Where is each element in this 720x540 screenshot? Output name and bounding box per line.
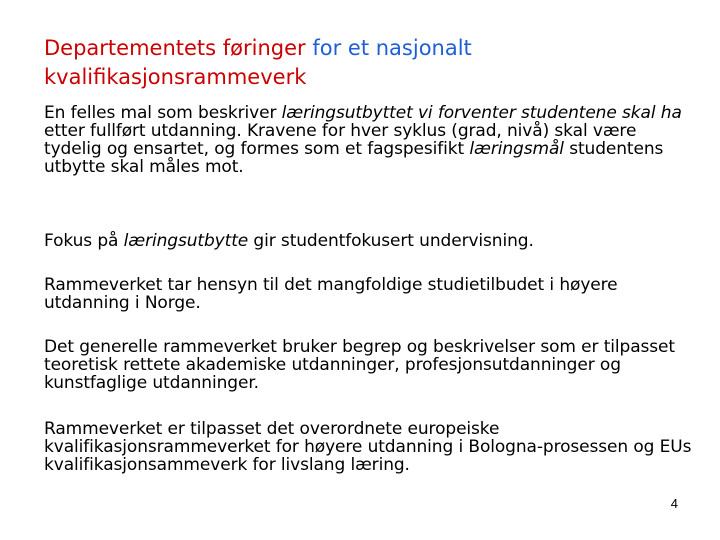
p1-text-c: etter fullført utdanning. Kravene for hver syklus (grad, nivå) skal være tydelig og ensartet, og formes som et fagspesifikt <box>44 121 637 159</box>
p1-emphasis-d: læringsmål <box>469 139 564 159</box>
p2-text-a: Fokus på <box>44 231 124 251</box>
page-number: 4 <box>670 496 678 511</box>
p1-emphasis-b: læringsutbyttet vi forventer studentene skal ha <box>281 103 682 123</box>
title-line-2: kvalifikasjonsrammeverk <box>44 65 307 89</box>
slide-title <box>44 34 684 92</box>
paragraph-focus <box>44 232 694 250</box>
p2-emphasis-b: læringsutbytte <box>123 231 249 251</box>
p1-text-a: En felles mal som beskriver <box>44 103 282 123</box>
p2-text-c: gir studentfokusert undervisning. <box>248 231 534 251</box>
p1-text-e: studentens utbytte skal måles mot. <box>44 139 664 177</box>
title-red-part: Departementets føringer <box>44 36 306 60</box>
paragraph-european-framework: Rammeverket er tilpasset det overordnete europeiske kvalifikasjonsrammeverket for høyere utdanning i Bologna-prosessen og EUs kvalifikasjonsammeverk for livslang læring. <box>44 419 692 475</box>
title-blue-part: for et nasjonalt <box>312 36 472 60</box>
paragraph-general-framework: Det generelle rammeverket bruker begrep og beskrivelser som er tilpasset teoretisk rettete akademiske utdanninger, profesjonsutdanninger og kunstfaglige utdanninger. <box>44 337 675 393</box>
paragraph-learning-outcomes <box>44 104 694 176</box>
paragraph-diversity: Rammeverket tar hensyn til det mangfoldige studietilbudet i høyere utdanning i Norge. <box>44 275 618 313</box>
